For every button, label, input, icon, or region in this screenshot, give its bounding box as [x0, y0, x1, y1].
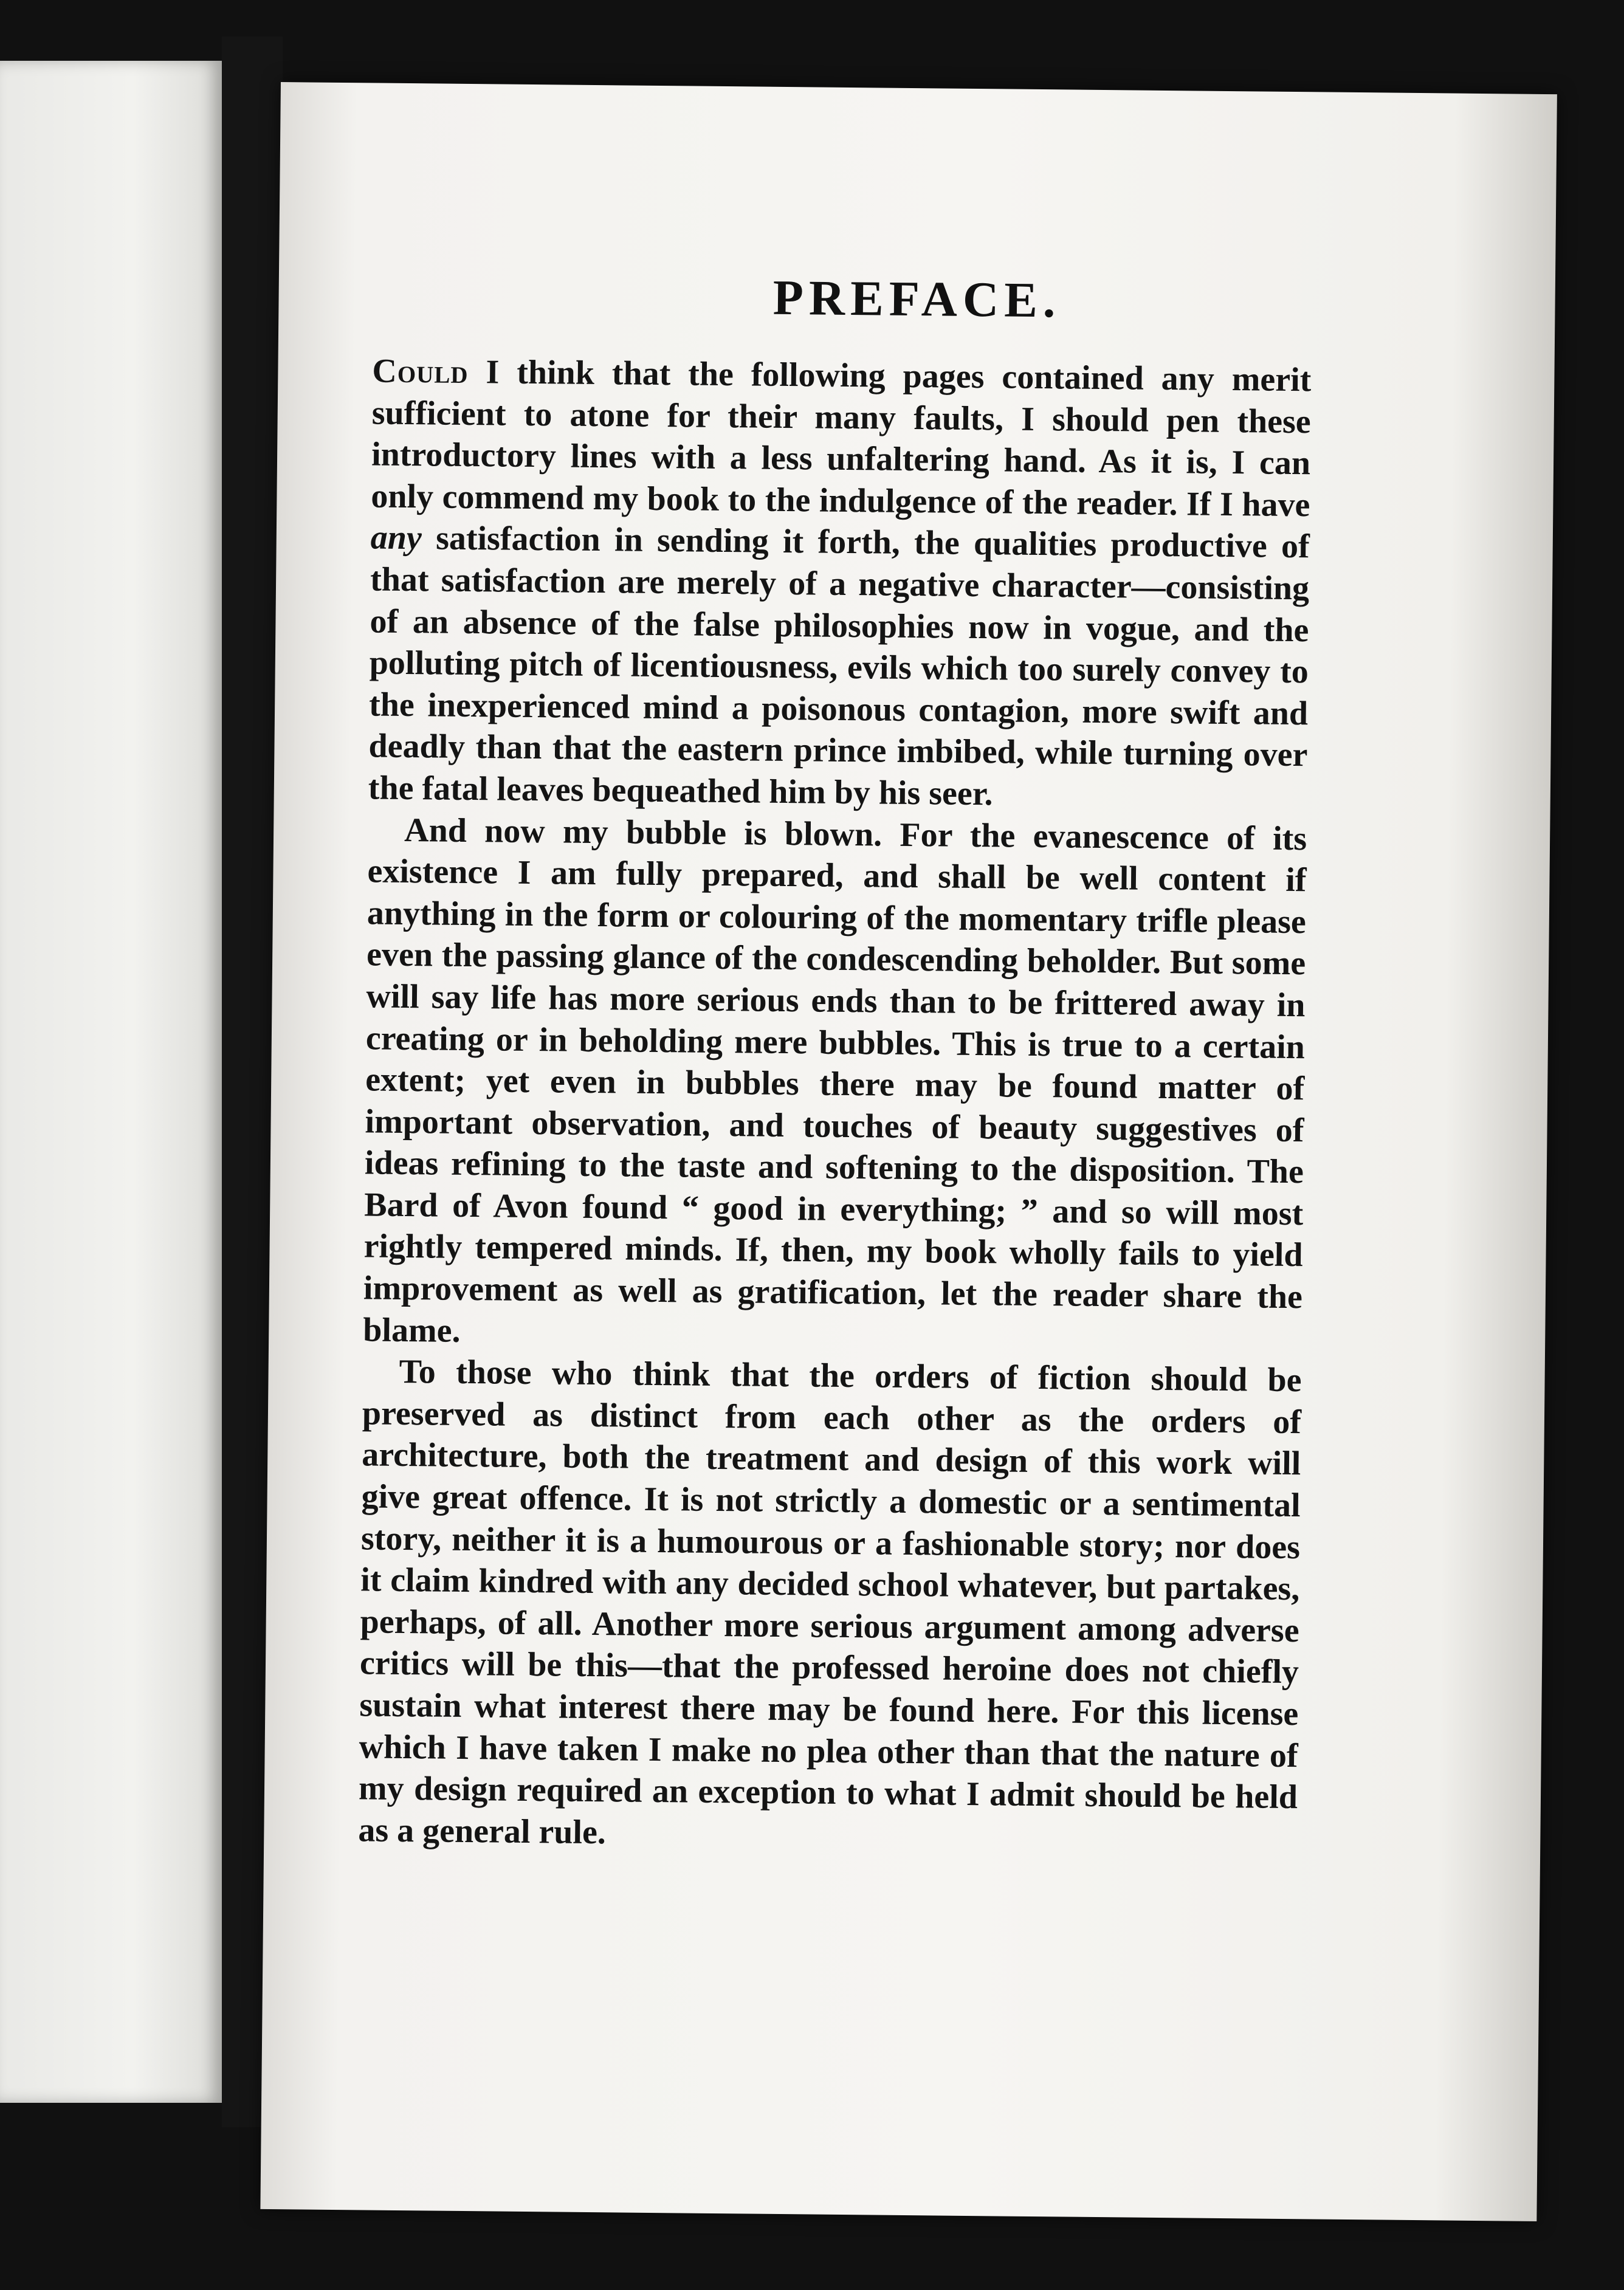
paragraph-1-text-after: satisfaction in sending it forth, the qualities productive of that satisfaction are merely of a negative character—consisting of an absence of the false philosophies now in vogue, and the polluting pitch of licentiousness, evils which too surely convey to the inexperienced mind a poisonous contagion, more swift and deadly than that the eastern prince imbibed, while turning over the fatal leaves bequeathed him by his seer. [368, 519, 1310, 813]
page-title: PREFACE. [772, 269, 1061, 328]
paragraph-1-emphasis: any [370, 518, 422, 557]
drop-lead-word: Could [372, 352, 469, 391]
preface-text [358, 350, 1312, 1860]
paragraph-2: And now my bubble is blown. For the evanescence of its existence I am fully prepared, and shall be well content if anything in the form or colouring of the momentary trifle please even the passing glance of the condescending beholder. But some will say life has more serious ends than to be frittered away in creating or in beholding mere bubbles. This is true to a certain extent; yet even in bubbles there may be found matter of important observation, and touches of beauty suggestives of ideas refining to the taste and softening to the disposition. The Bard of Avon found “ good in everything; ” and so will most rightly tempered minds. If, then, my book wholly fails to yield improvement as well as gratification, let the reader share the blame. [363, 811, 1307, 1350]
paragraph-3: To those who think that the orders of fiction should be preserved as distinct from each other as the orders of architecture, both the treatment and design of this work will give great offence. It is not strictly a domestic or a sentimental story, neither it is a humourous or a fashionable story; nor does it claim kindred with any decided school whatever, but partakes, perhaps, of all. Another more serious argument among adverse critics will be this—that the professed heroine does not chiefly sustain what interest there may be found here. For this license which I have taken I make no plea other than that the nature of my design required an exception to what I admit should be held as a general rule. [358, 1353, 1302, 1852]
paragraph-1-text: I think that the following pages contained any merit sufficient to atone for their many faults, I should pen these introductory lines with a less unfaltering hand. As it is, I can only commend my book to the indulgence of the reader. If I have [371, 352, 1312, 524]
preface-page [260, 82, 1557, 2221]
paragraph-1 [368, 350, 1312, 817]
previous-page-edge [0, 61, 222, 2103]
